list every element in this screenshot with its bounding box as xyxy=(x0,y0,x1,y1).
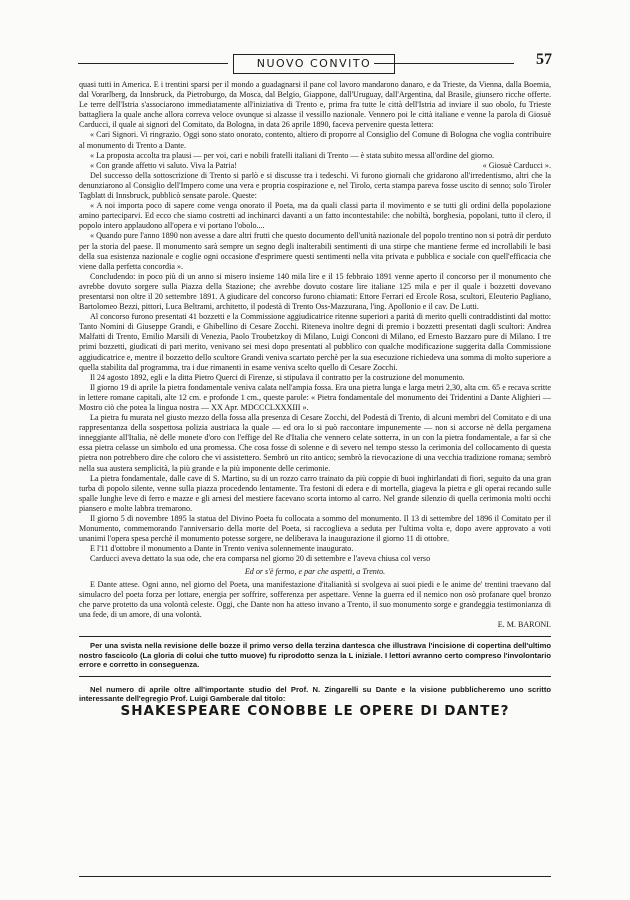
announcement-note: Nel numero di aprile oltre all'importante studio del Prof. N. Zingarelli su Dante e la visione pubblicheremo uno scritto interessante dell'egregio Prof. Luigi Gamberale dal titolo: xyxy=(79,684,551,704)
paragraph: Il giorno 19 di aprile la pietra fondamentale veniva calata nell'ampia fossa. Era una pietra lunga e larga metri 2,30, alta cm. 65 e recava scritte in lettere romane capitali, alte 12 cm. e profonde 1 cm., queste parole: « Pietra fondamentale del monumento dei Tridentini a Dante Alighieri — Mostro ciò che potea la lingua nostra — XX Apr. MDCCCLXXXIII ». xyxy=(79,382,551,412)
paragraph: Carducci aveva dettato la sua ode, che era comparsa nel giorno 20 di settembre e l'aveva chiusa col verso xyxy=(90,554,431,564)
section-divider xyxy=(79,636,551,637)
paragraph: quasi tutti in America. E i trentini sparsi per il mondo a guadagnarsi il pane col lavoro mandarono danaro, e da Trieste, da Vienna, dalla Boemia, dal Vorarlberg, da Innsbruck, da Pietroburgo, da Mosca, dal Belgio, Giappone, dall'Uruguay, dall'Argentina, dal Brasile, giunsero ricche offerte. Le terre dell'Istria s'associarono immediatamente all'iniziativa di Trento e, prima fra tutte le città dell'Istria ad inviare il suo obolo, fu Trieste battagliera la quale anche allora correva veloce ovunque si alzasse il vessillo nazionale. Vennero poi le città italiane e venne la parola di Giosuè Carducci, il quale ai signori del Comitato, da Bologna, in data 26 aprile 1890, faceva pervenire questa lettera: xyxy=(79,80,551,130)
letter-closing xyxy=(79,161,551,171)
letter-paragraph: « Cari Signori. Vi ringrazio. Oggi sono stato onorato, contento, altiero di proporre al Consiglio del Comune di Bologna che voglia contribuire al monumento di Trento a Dante. xyxy=(79,130,551,150)
paragraph: La pietra fondamentale, dalle cave di S. Martino, su di un rozzo carro trainato da più coppie di buoi inghirlandati di fiori, seguito da una gran turba di popolo silente, venne sulla piazza procedendo lentamente. Tra festoni di edera e di mortella, giageva la pietra e gli operai recando sulle spalle lunghe leve di ferro e mazze e gli arnesi del mestiere facevano scorta intorno al carro. Nel grande silenzio di quella cerimonia molti occhi piansero e molte labbra tremarono. xyxy=(79,473,551,513)
letter-salutation: « Con grande affetto vi saluto. Viva la Patria! xyxy=(90,160,237,170)
paragraph: Il 24 agosto 1892, egli e la ditta Pietro Querci di Firenze, si stipulava il contratto per la costruzione del monumento. xyxy=(90,372,465,382)
erratum-note: Per una svista nella revisione delle bozze il primo verso della terzina dantesca che illustrava l'incisione di copertina dell'ultimo nostro fascicolo (La gloria di colui che tutto muove) fu riprodotto senza la L iniziale. I lettori avranno certo compreso l'involontario errore e corretto in conseguenza. xyxy=(79,641,551,670)
author-signature: E. M. BARONI. xyxy=(497,619,551,629)
paragraph: La pietra fu murata nel giusto mezzo della fossa alla presenza di Cesare Zocchi, del Podestà di Trento, di alcuni membri del Comitato e di una rappresentanza della sospettosa polizia austriaca la quale — ed ora lo si può raccontare impunemente — non si accorse nè della pergamena inneggiante all'Italia, nè delle monete d'oro con l'effige del Re d'Italia che vennero celate sotterra, in un con la pietra fondamentale, a far sì che essa pietra celasse un simbolo ed una promessa. Che cosa fosse di solenne e di severo nel tempo stesso la cerimonia del collocamento di questa pietra non potrebbero dire che coloro che vi assistettero. Sembrò un rito antico; sembrò la rievocazione di una vecchia tradizione romana; sembrò nella sua austera semplicità, la più grande e la più imponente delle cerimonie. xyxy=(79,413,551,473)
header-rule-left xyxy=(78,63,228,64)
paragraph: Concludendo: in poco più di un anno si misero insieme 140 mila lire e il 15 febbraio 1891 venne aperto il concorso per il monumento che avrebbe dovuto sorgere sulla Piazza della Stazione; che avrebbe dovuto costare lire italiane 125 mila e per il quale i bozzetti dovevano presentarsi non oltre il 20 settembre 1891. A giudicare del concorso furono chiamati: Ettore Ferrari ed Ercole Rosa, scultori, Eleuterio Pagliano, Bartolomeo Bezzi, pittori, Luca Beltrami, architetto, il podestà di Trento Oss-Mazzurana, l'ing. Apollonio e il cav. De Lutti. xyxy=(79,271,551,312)
running-title: NUOVO CONVITO xyxy=(233,54,395,74)
verse-quote: Ed or s'è fermo, e par che aspetti, a Trento. xyxy=(244,566,386,576)
paragraph: Al concorso furono presentati 41 bozzetti e la Commissione aggiudicatrice ritenne superiori a parità di merito quelli contraddistinti dal motto: Tanto Nomini di Giuseppe Grandi, e Ghibellino di Cesare Zocchi. Riteneva inoltre degni di premio i bozzetti presentati dagli scultori: Andrea Malfatti di Trento, Emilio Marsili di Venezia, Paolo Troubetzkoy di Milano, Luigi Conconi di Milano, ed Ernesto Bazzaro pure di Milano. I tre primi bozzetti, giudicati di pari merito, venivano sei mesi dopo presentati al pubblico con qualche modificazione suggerita dalla Commissione aggiudicatrice e, mentre il bozzetto dello scultore Grandi veniva scartato perchè per la sua esecuzione richiedeva una somma di molto superiore a quella stabilita dal programma, tra i due rimanenti in esame veniva scelto quello di Cesare Zocchi. xyxy=(79,312,551,372)
article-body xyxy=(79,80,551,720)
header-rule-right xyxy=(374,63,514,64)
bottom-rule xyxy=(79,876,551,877)
page-number: 57 xyxy=(536,51,552,68)
quote-paragraph: « Quando pure l'anno 1890 non avesse a dare altri frutti che questo documento dell'unità nazionale del popolo trentino non si potrà dir perduto per la storia del paese. Il monumento sarà sempre un segno degli inalterabili sentimenti di una stirpe che mantiene ferme ed incrollabili le basi della sua esistenza nazionale e coglie ogni occasione d'esprimere questi sentimenti nella vita privata e pubblica e sociale con quell'efficacia che viene dalla perfetta concordia ». xyxy=(79,231,551,271)
announcement-headline: SHAKESPEARE CONOBBE LE OPERE DI DANTE? xyxy=(120,703,510,720)
paragraph: Il giorno 5 di novembre 1895 la statua del Divino Poeta fu collocata a sommo del monumento. Il 13 di settembre del 1896 il Comitato per il Monumento, commemorando l'anniversario della morte del Poeta, si raccoglieva a seduta per l'ultima volta e, dopo avere approvato a voti unanimi l'opera spesa perchè il monumento potesse sorgere, ne deliberava la inaugurazione il giorno 11 di ottobre. xyxy=(79,514,551,544)
letter-paragraph: « La proposta accolta tra plausi — per voi, cari e nobili fratelli italiani di Trento — è stata subito messa all'ordine del giorno. xyxy=(90,150,495,160)
letter-signature: « Giosuè Carducci ». xyxy=(482,160,551,170)
section-divider xyxy=(79,676,551,677)
paragraph: E Dante attese. Ogni anno, nel giorno del Poeta, una manifestazione d'italianità si svolgeva ai suoi piedi e le anime de' trentini traevano dal simulacro del poeta forza per lottare, energia per soffrire, sofferenza per aspettare. Venne la guerra ed il nemico non osò profanare quel bronzo che parve protetto da una volontà celeste. Oggi, che Dante non ha atteso invano a Trento, il suo monumento sorge e grandeggia testimonianza di una fede, di un amore, di una volontà. xyxy=(79,579,551,619)
paragraph: E l'11 d'ottobre il monumento a Dante in Trento veniva solennemente inaugurato. xyxy=(90,544,354,554)
paragraph: Del successo della sottoscrizione di Trento si parlò e si discusse tra i tedeschi. Vi furono giornali che gridarono all'irredentismo, altri che la denunziarono al Consiglio dell'Impero come una vera e propria cospirazione e, nel Tirolo, certa stampa pareva fosse uscito di senno; solo Tiroler Tagblatt di Innsbruck, pubblicò sensate parole. Queste: xyxy=(79,170,551,201)
quote-paragraph: « A noi importa poco di sapere come venga onorato il Poeta, ma da quali classi parta il movimento e se tutti gli ordini della popolazione amino parteciparvi. Ed ecco che siamo costretti ad inchinarci davanti a un fatto incontestabile: che nobiltà, borghesia, popolani, tutto il clero, il popolo intero applaudono all'opera e vi portano l'obolo.... xyxy=(79,201,551,231)
page-header xyxy=(78,51,552,74)
